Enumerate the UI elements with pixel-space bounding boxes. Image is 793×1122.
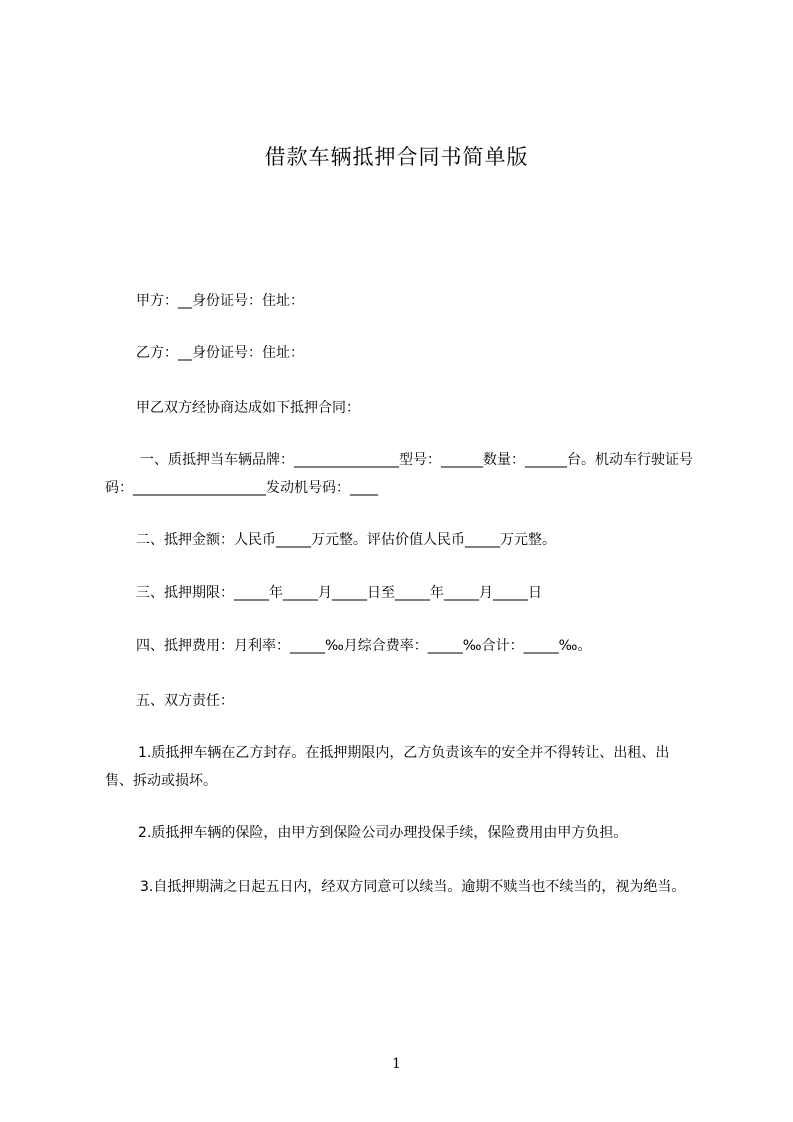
- party-a-info: 甲方：__身份证号：住址：: [136, 293, 304, 309]
- clause-fees: 四、抵押费用：月利率：_____‰月综合费率：_____‰合计：_____‰。: [136, 638, 592, 654]
- clause-amount: 二、抵押金额：人民币_____万元整。评估价值人民币_____万元整。: [136, 532, 556, 548]
- responsibility-item-1: 1.质抵押车辆在乙方封存。在抵押期限内，乙方负责该车的安全并不得转让、出租、出售、拆动或损坏。: [105, 745, 670, 789]
- party-b-info: 乙方：__身份证号：住址：: [136, 345, 304, 361]
- document-title: 借款车辆抵押合同书简单版: [264, 145, 529, 169]
- responsibility-item-3: 3.自抵押期满之日起五日内，经双方同意可以续当。逾期不赎当也不续当的，视为绝当。: [140, 879, 686, 895]
- responsibility-item-2: 2.质抵押车辆的保险，由甲方到保险公司办理投保手续，保险费用由甲方负担。: [138, 825, 628, 841]
- agreement-intro: 甲乙双方经协商达成如下抵押合同：: [136, 400, 360, 416]
- page-number: 1: [392, 1056, 401, 1072]
- clause-vehicle: 一、质抵押当车辆品牌：_______________型号：______数量：______台。机动车行驶证号码：___________________发动机号码：____: [105, 452, 693, 496]
- clause-responsibilities-heading: 五、双方责任：: [136, 693, 234, 709]
- clause-term: 三、抵押期限：_____年_____月_____日至_____年_____月_____日: [136, 585, 542, 601]
